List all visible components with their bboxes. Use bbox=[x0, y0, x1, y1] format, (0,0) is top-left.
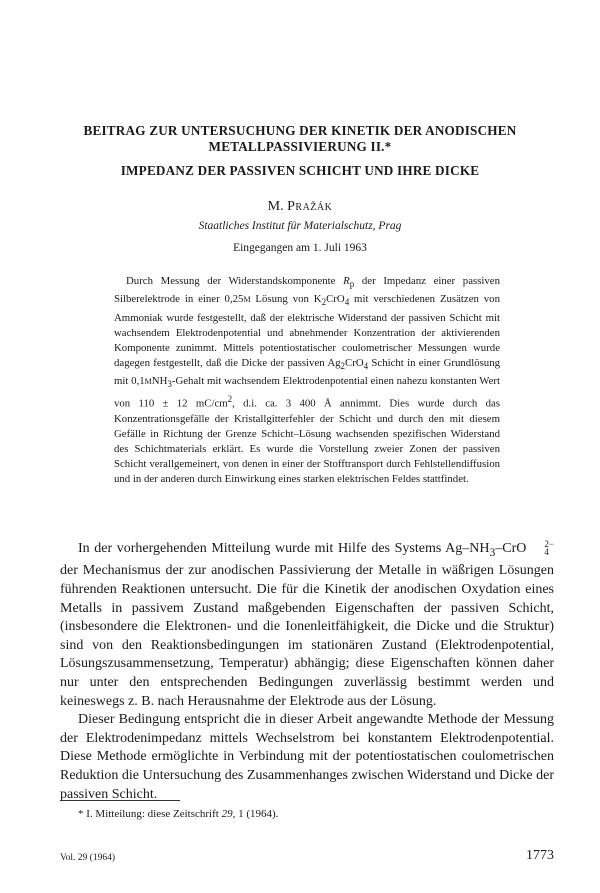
body-paragraph-1 bbox=[60, 540, 554, 711]
formula-ag2cro4: $Ag_2CrO_4$ bbox=[327, 356, 369, 371]
author-institution: Staatliches Institut für Materialschutz, Prag bbox=[198, 220, 402, 232]
body-text bbox=[60, 540, 554, 804]
body-text-run: –CrO bbox=[495, 541, 527, 556]
journal-volume: Vol. 29 (1964) bbox=[60, 853, 115, 863]
article-subtitle: IMPEDANZ DER PASSIVEN SCHICHT UND IHRE DICKE bbox=[120, 163, 480, 178]
unit-molar: m bbox=[144, 375, 152, 388]
footnote-divider bbox=[60, 800, 180, 801]
abstract-text: mit verschiedenen Zusätzen von Ammoniak wurde festgestellt, daß der elektrische Widerstand der passiven Schicht mit wachsendem Elektrodenpotential und abnehmender Konzentration der aktivierenden Komponente zunimmt. Mittels potentiostatischer coulometrischer Messungen wurde dagegen festgestellt, daß die Dicke der passiven bbox=[114, 293, 500, 369]
abstract-text: der Impedanz einer passiven Silberelektrode in einer 0,25 bbox=[114, 275, 500, 306]
author-surname: Pražák bbox=[287, 199, 333, 214]
unit-exponent: 2 bbox=[227, 394, 233, 405]
body-paragraph-2: Dieser Bedingung entspricht die in dieser Arbeit angewandte Methode der Messung der Elektrodenimpedanz mittels Wechselstrom bei konstantem Elektrodenpotential. Diese Methode ermöglichte in Verbindung mit der potentiostatischen coulometrischen Reduktion die Untersuchung des Zusammenhanges zwischen Widerstand und Dicke der passiven Schicht. bbox=[60, 712, 554, 802]
symbol-rp: R bbox=[343, 275, 350, 287]
received-date: Eingegangen am 1. Juli 1963 bbox=[233, 242, 367, 254]
page-number: 1773 bbox=[526, 848, 554, 863]
symbol-rp-sub: p bbox=[349, 279, 355, 290]
abstract-text: Schicht in einer Grundlösung mit 0,1 bbox=[114, 356, 500, 388]
footnote bbox=[78, 808, 548, 820]
formula-charge: 2− 4 bbox=[544, 539, 554, 557]
body-text-run: der Mechanismus der zur anodischen Passivierung der Metalle in wäßrigen Lösungen führenden Reaktionen untersucht. Die für die Kinetik der anodischen Oxydation eines Metalls in passivem Zustand maßgebenden Eigenschaften der passiven Schicht, (insbesondere die Elektronen- und die Ionenleitfähigkeit, die Dicke und die Struktur) sind von den Reaktionsbedingungen im stationären Zustand (Elektrodenpotential, Lösungszusammensetzung, Temperatur) abhängig; diese Eigenschaften können daher nur unter den entsprechenden Bedingungen zuverlässig bestimmt werden und keineswegs z. B. nach Herausnahme der Elektrode aus der Lösung. bbox=[60, 563, 554, 709]
author-initial: M. bbox=[267, 199, 288, 214]
abstract bbox=[114, 274, 500, 487]
author-name bbox=[0, 199, 600, 215]
formula-k2cro4: $K_2CrO_4$ bbox=[313, 293, 350, 308]
footnote-text: * I. Mitteilung: diese Zeitschrift bbox=[78, 808, 222, 820]
article-title-line-2: METALLPASSIVIERUNG II.* bbox=[208, 139, 392, 154]
abstract-text: Lösung von bbox=[250, 293, 314, 306]
abstract-paragraph bbox=[114, 274, 500, 487]
footnote-text: , 1 (1964). bbox=[232, 808, 279, 820]
abstract-text: Durch Messung der Widerstandskomponente bbox=[126, 275, 344, 287]
abstract-text: , d.i. ca. 3 400 Å annimmt. Dies wurde durch das Konzentrationsgefälle der Kristallgitterfehler der Schicht und durch den mit diesem Gefälle in Richtung der Grenze Schicht–Lösung wachsenden spezifischen Widerstand des Schichtmaterials erklärt. Es wurde die Vorstellung zweier Zonen der passiven Schicht verallgemeinert, von denen in einer der Stofftransport durch Fehlstellendiffusion und in der anderen durch Einwirkung eines starken elektrischen Feldes stattfindet. bbox=[114, 397, 500, 486]
footnote-volume: 29 bbox=[221, 808, 233, 820]
formula-nh3: $NH_3$ bbox=[151, 375, 172, 390]
abstract-text: -Gehalt mit wachsendem Elektrodenpotential einen nahezu konstanten Wert von 110 ± 12 mC/cm bbox=[114, 375, 500, 410]
formula-subscript: 3 bbox=[489, 545, 496, 559]
body-text-run: In der vorhergehenden Mitteilung wurde mit Hilfe des Systems Ag–NH bbox=[78, 541, 490, 556]
unit-molar: m bbox=[243, 293, 251, 306]
article-title-line-1: BEITRAG ZUR UNTERSUCHUNG DER KINETIK DER ANODISCHEN bbox=[83, 123, 517, 138]
